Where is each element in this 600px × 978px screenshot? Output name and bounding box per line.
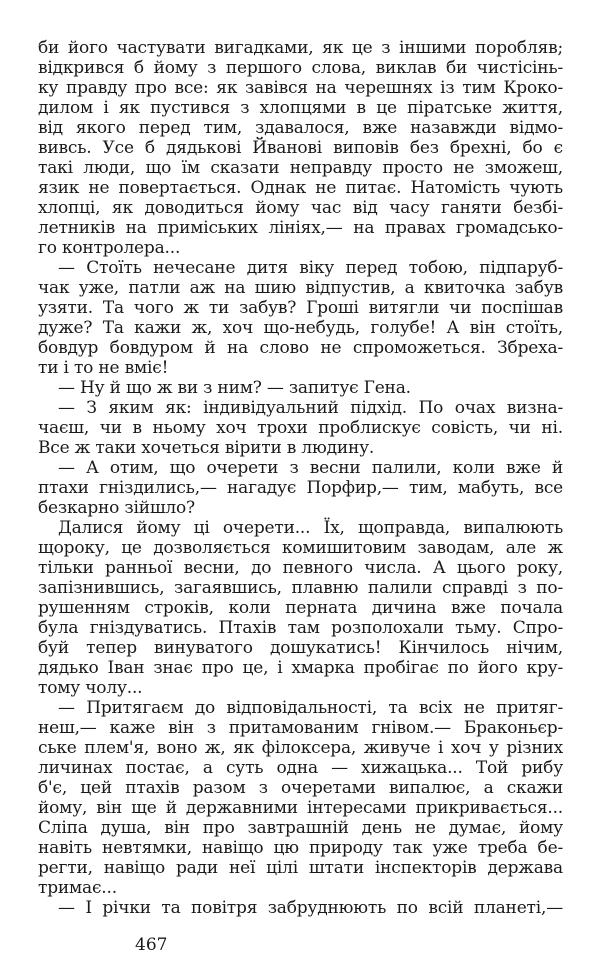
text-line: чак уже, патли аж на шию відпустив, а квиточка забув — [38, 278, 563, 298]
text-line: йому, він ще й державними інтересами прикривається... — [38, 798, 563, 818]
text-line: чаєш, чи в ньому хоч трохи проблискує совість, чи ні. — [38, 418, 563, 438]
text-line: — Притягаєм до відповідальності, та всіх не притяг- — [58, 698, 563, 718]
text-line: ку правду про все: як завівся на черешнях із тим Кроко- — [38, 78, 563, 98]
text-line: дилом і як пустився з хлопцями в це піратське життя, — [38, 98, 563, 118]
text-line: Все ж таки хочеться вірити в людину. — [38, 438, 375, 458]
text-line: дуже? Та кажи ж, хоч що-небудь, голубе! А він стоїть, — [38, 318, 563, 338]
text-line: від якого перед тим, здавалося, вже назавжди відмо- — [38, 118, 563, 138]
text-line: ти і то не вміє! — [38, 358, 169, 378]
text-line: личинах постає, а суть одна — хижацька... Той рибу — [38, 758, 563, 778]
page-number: 467 — [135, 935, 168, 955]
text-line: би його частувати вигадками, як це з іншими поробляв; — [38, 38, 563, 58]
text-line: б'є, цей птахів разом з очеретами випалює, а скажи — [38, 778, 563, 798]
text-line: безкарно зійшло? — [38, 498, 195, 518]
text-line: такі люди, що їм сказати неправду просто не зможеш, — [38, 158, 563, 178]
text-line: Далися йому ці очерети... Їх, щоправда, випалюють — [58, 518, 563, 538]
text-line: навіть невтямки, навіщо цю природу так уже треба бе- — [38, 838, 563, 858]
text-line: язик не повертається. Однак не питає. Натомість чують — [38, 178, 563, 198]
text-line: — З яким як: індивідуальний підхід. По очах визна- — [58, 398, 563, 418]
text-line: птахи гніздились,— нагадує Порфир,— тим, мабуть, все — [38, 478, 563, 498]
text-line: узяти. Та чого ж ти забув? Гроші витягли чи поспішав — [38, 298, 563, 318]
text-line: Сліпа душа, він про завтрашній день не думає, йому — [38, 818, 563, 838]
text-line: тільки ранньої весни, до певного числа. А цього року, — [38, 558, 563, 578]
text-line: бовдур бовдуром й на слово не спроможеться. Збреха- — [38, 338, 563, 358]
text-line: буй тепер винуватого дошукатись! Кінчилось нічим, — [38, 638, 563, 658]
text-line: — А отим, що очерети з весни палили, коли вже й — [58, 458, 563, 478]
text-line: рушенням строків, коли перната дичина вже почала — [38, 598, 563, 618]
page-body-text — [38, 38, 563, 918]
text-line: тому чолу... — [38, 678, 143, 698]
text-line: регти, навіщо ради неї цілі штати інспекторів держава — [38, 858, 563, 878]
text-line: — Ну й що ж ви з ним? — запитує Гена. — [58, 378, 411, 398]
text-line: — І річки та повітря забруднюють по всій планеті,— — [58, 898, 563, 918]
text-line: відкрився б йому з першого слова, виклав би чистісінь- — [38, 58, 563, 78]
text-line: хлопці, як доводиться йому час від часу ганяти безбі- — [38, 198, 563, 218]
text-line: ське плем'я, воно ж, як філоксера, живуче і хоч у різних — [38, 738, 563, 758]
text-line: го контролера... — [38, 238, 181, 258]
text-line: вивсь. Усе б дядькові Йванові виповів без брехні, бо є — [38, 138, 563, 158]
text-line: неш,— каже він з притамованим гнівом.— Браконьєр- — [38, 718, 563, 738]
text-line: була гніздуватись. Птахів там розполохали тьму. Спро- — [38, 618, 563, 638]
text-line: тримає... — [38, 878, 117, 898]
text-line: летників на приміських лініях,— на правах громадсько- — [38, 218, 563, 238]
text-line: — Стоїть нечесане дитя віку перед тобою, підпаруб- — [58, 258, 563, 278]
text-line: щороку, це дозволяється комишитовим заводам, але ж — [38, 538, 563, 558]
text-line: запізнившись, загаявшись, плавню палили справді з по- — [38, 578, 563, 598]
text-line: дядько Іван знає про це, і хмарка пробігає по його кру- — [38, 658, 563, 678]
